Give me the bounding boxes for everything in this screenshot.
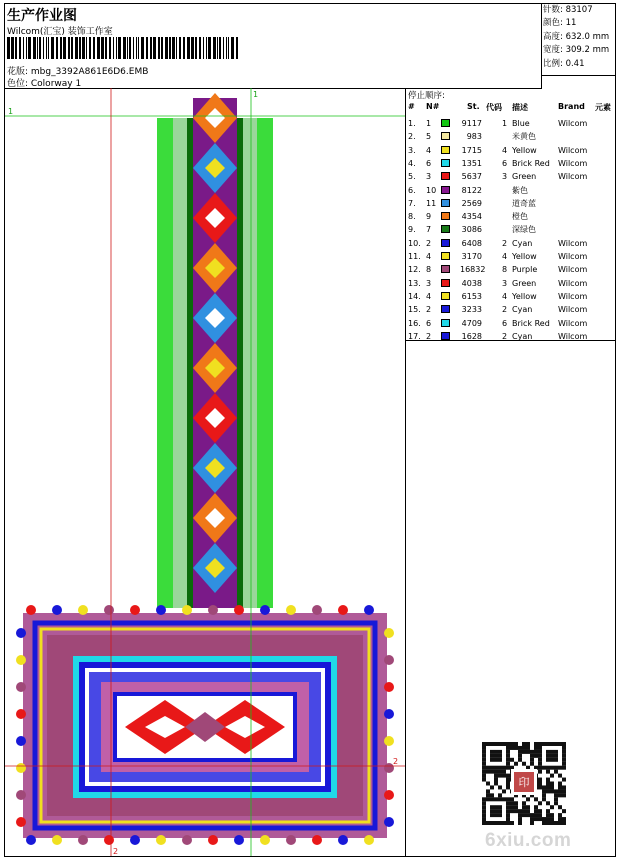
sheet-title: 生产作业图 [7, 8, 77, 24]
stitch-count: 6153 [461, 291, 482, 301]
color-swatch [441, 305, 450, 313]
stitch-count: 4354 [461, 212, 482, 222]
thread-code: 8 [502, 265, 508, 275]
thread-code: 4 [502, 145, 508, 155]
needle-number: 4 [426, 291, 432, 301]
table-row [406, 317, 616, 330]
color-swatch [441, 292, 450, 300]
thread-description: Cyan [512, 238, 533, 248]
thread-brand: Wilcom [558, 291, 588, 301]
design-scale: 比例: 0.41 [543, 58, 585, 69]
row-index: 6. [408, 185, 416, 195]
thread-description: Yellow [512, 252, 537, 261]
color-swatch [441, 252, 450, 260]
thread-brand: Wilcom [558, 238, 588, 248]
design-height: 高度: 632.0 mm [543, 31, 610, 42]
table-row [406, 117, 616, 130]
needle-number: 5 [426, 132, 432, 142]
table-row [406, 130, 616, 143]
table-row [406, 210, 616, 223]
header-panel [5, 4, 542, 89]
needle-number: 4 [426, 145, 432, 155]
thread-description: 深绿色 [512, 225, 536, 235]
table-row [406, 144, 616, 157]
thread-description: Purple [512, 265, 538, 275]
col-no: N# [426, 102, 440, 111]
stitch-count: 4038 [461, 278, 482, 288]
stitch-count: 8122 [461, 185, 482, 195]
row-index: 11. [408, 252, 421, 261]
color-swatch [441, 319, 450, 327]
color-swatch [441, 186, 450, 194]
needle-number: 9 [426, 212, 432, 222]
thread-brand: Wilcom [558, 252, 588, 261]
row-index: 4. [408, 158, 416, 168]
col-code: 代码 [486, 103, 502, 112]
stitch-count: 2569 [461, 198, 482, 208]
company-name: Wilcom(汇宝) 装饰工作室 [7, 27, 113, 37]
thread-description: Brick Red [512, 158, 550, 168]
colorway-label: 色位: Colorway 1 [7, 79, 82, 89]
thread-code: 4 [502, 291, 508, 301]
color-swatch [441, 212, 450, 220]
stitch-count: 983 [466, 132, 482, 142]
row-index: 17. [408, 331, 421, 341]
color-swatch [441, 279, 450, 287]
row-index: 13. [408, 278, 421, 288]
thread-description: Cyan [512, 331, 533, 341]
row-index: 15. [408, 305, 421, 315]
color-swatch [441, 332, 450, 340]
thread-description: Brick Red [512, 318, 550, 328]
thread-description: 紫色 [512, 185, 528, 195]
col-brand: Brand [558, 102, 585, 111]
needle-number: 7 [426, 225, 432, 235]
table-row [406, 263, 616, 276]
needle-number: 1 [426, 119, 432, 128]
thread-brand: Wilcom [558, 158, 588, 168]
row-index: 10. [408, 238, 421, 248]
needle-number: 11 [426, 198, 437, 208]
thread-code: 3 [502, 278, 508, 288]
thread-brand: Wilcom [558, 331, 588, 341]
thread-description: Yellow [512, 145, 537, 155]
thread-code: 4 [502, 252, 508, 261]
table-row [406, 303, 616, 316]
stitch-count: 1628 [461, 331, 482, 341]
row-index: 12. [408, 265, 421, 275]
needle-number: 6 [426, 318, 432, 328]
thread-description: 米黄色 [512, 132, 536, 142]
color-swatch [441, 239, 450, 247]
thread-description: 道奇蓝 [512, 198, 536, 208]
row-index: 9. [408, 225, 416, 235]
needle-number: 3 [426, 172, 432, 182]
stitch-count: 4709 [461, 318, 482, 328]
table-row [406, 197, 616, 210]
thread-description: Cyan [512, 305, 533, 315]
col-stitches: St. [467, 102, 480, 111]
thread-brand: Wilcom [558, 278, 588, 288]
needle-number: 8 [426, 265, 432, 275]
table-row [406, 223, 616, 236]
production-sheet [4, 3, 616, 857]
table-header [406, 102, 616, 113]
thread-code: 6 [502, 158, 508, 168]
needle-number: 2 [426, 305, 432, 315]
table-row [406, 290, 616, 303]
stitch-count: 16832 [460, 265, 486, 275]
stitch-count: 3170 [461, 252, 482, 261]
row-index: 1. [408, 119, 416, 128]
guide-marker-2-bottom: 2 [113, 847, 119, 856]
color-swatch [441, 225, 450, 233]
needle-number: 6 [426, 158, 432, 168]
stitch-count: 1715 [461, 145, 482, 155]
embroidery-preview [5, 88, 405, 856]
thread-code: 1 [502, 119, 508, 128]
row-index: 7. [408, 198, 416, 208]
vertical-band [157, 93, 273, 608]
table-row [406, 157, 616, 170]
thread-brand: Wilcom [558, 318, 588, 328]
needle-number: 10 [426, 185, 437, 195]
col-desc: 描述 [512, 103, 528, 112]
needle-number: 3 [426, 278, 432, 288]
color-swatch [441, 172, 450, 180]
thread-brand: Wilcom [558, 305, 588, 315]
stitch-count: 针数: 83107 [543, 5, 593, 15]
guide-marker-1-top: 1 [253, 90, 259, 99]
thread-description: 橙色 [512, 212, 528, 222]
color-swatch [441, 159, 450, 167]
color-swatch [441, 132, 450, 140]
color-swatch [441, 199, 450, 207]
thread-brand: Wilcom [558, 172, 588, 182]
thread-description: Yellow [512, 291, 537, 301]
thread-code: 2 [502, 305, 508, 315]
qr-badge: 印 [518, 776, 530, 789]
thread-brand: Wilcom [558, 265, 588, 275]
design-width: 宽度: 309.2 mm [543, 45, 610, 56]
needle-number: 2 [426, 238, 432, 248]
row-index: 2. [408, 132, 416, 142]
thread-description: Green [512, 278, 537, 288]
color-swatch [441, 146, 450, 154]
thread-code: 3 [502, 172, 508, 182]
row-index: 14. [408, 291, 421, 301]
guide-marker-2: 2 [393, 757, 399, 766]
table-row [406, 170, 616, 183]
color-count: 颜色: 11 [543, 18, 577, 29]
col-element: 元素 [595, 103, 611, 112]
thread-code: 2 [502, 238, 508, 248]
color-swatch [441, 265, 450, 273]
stitch-count: 5637 [461, 172, 482, 182]
row-index: 16. [408, 318, 421, 328]
watermark: 6xiu.com [485, 830, 572, 851]
table-row [406, 237, 616, 250]
guide-marker-1: 1 [8, 107, 14, 116]
rectangle-medallion [16, 605, 394, 845]
thread-description: Green [512, 172, 537, 182]
stitch-count: 6408 [461, 238, 482, 248]
col-idx: # [408, 102, 415, 111]
design-filename: 花版: mbg_3392A861E6D6.EMB [7, 67, 149, 77]
thread-brand: Wilcom [558, 119, 588, 128]
barcode [7, 37, 239, 59]
qr-code [481, 741, 567, 825]
thread-description: Blue [512, 119, 530, 128]
thread-brand: Wilcom [558, 145, 588, 155]
table-row [406, 184, 616, 197]
table-row [406, 277, 616, 290]
stitch-count: 1351 [461, 158, 482, 168]
thread-code: 6 [502, 318, 508, 328]
stop-sequence-caption: 停止顺序: [408, 91, 445, 101]
row-index: 8. [408, 212, 416, 222]
row-index: 3. [408, 145, 416, 155]
needle-number: 2 [426, 331, 432, 341]
row-index: 5. [408, 172, 416, 182]
stitch-count: 9117 [461, 119, 482, 128]
needle-number: 4 [426, 252, 432, 261]
thread-code: 2 [502, 331, 508, 341]
stitch-count: 3233 [461, 305, 482, 315]
color-swatch [441, 119, 450, 127]
table-row [406, 250, 616, 263]
stop-sequence-table [405, 88, 616, 341]
stats-panel [541, 4, 615, 76]
stitch-count: 3086 [461, 225, 482, 235]
